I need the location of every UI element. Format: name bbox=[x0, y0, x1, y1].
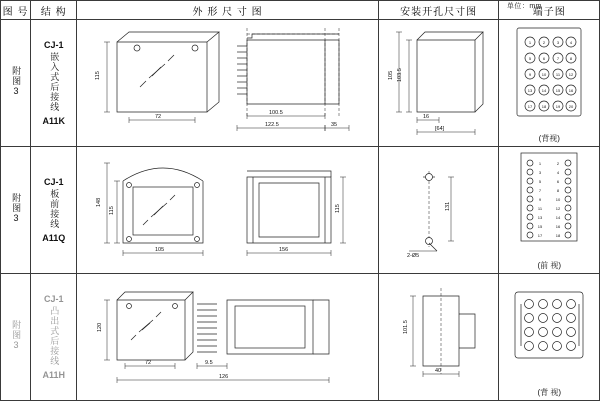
header-cell-terminal: 端子图 bbox=[499, 1, 600, 20]
row2-structure-code: A11Q bbox=[42, 233, 66, 243]
svg-text:103.5: 103.5 bbox=[396, 68, 403, 82]
svg-text:8: 8 bbox=[557, 188, 560, 193]
svg-text:115: 115 bbox=[335, 204, 342, 213]
header-cell-mounting: 安装开孔尺寸图 bbox=[378, 1, 499, 20]
svg-text:40: 40 bbox=[434, 368, 441, 374]
svg-text:12: 12 bbox=[556, 206, 561, 211]
row3-structure-code: A11H bbox=[42, 370, 65, 380]
row2-terminal-svg bbox=[499, 147, 599, 255]
svg-text:11: 11 bbox=[556, 72, 561, 77]
row1-terminal-caption: (背视) bbox=[538, 134, 560, 143]
svg-text:4: 4 bbox=[570, 40, 573, 45]
svg-text:9: 9 bbox=[539, 197, 542, 202]
svg-text:10: 10 bbox=[556, 197, 561, 202]
svg-text:3: 3 bbox=[539, 170, 542, 175]
row2-outline-drawing bbox=[77, 147, 379, 274]
row2-drawing-no bbox=[1, 147, 31, 274]
svg-text:105: 105 bbox=[387, 70, 394, 80]
table-row bbox=[1, 147, 600, 274]
row1-drawing-no-text: 附图3 bbox=[11, 66, 22, 97]
svg-text:15: 15 bbox=[556, 88, 561, 93]
svg-text:2-Ø5: 2-Ø5 bbox=[406, 253, 420, 259]
svg-text:16: 16 bbox=[556, 224, 561, 229]
svg-text:18: 18 bbox=[556, 233, 561, 238]
header-cell-drawing-no: 图 号 bbox=[1, 1, 31, 20]
row3-terminal-caption: (背 视) bbox=[537, 388, 561, 397]
row1-outline-svg bbox=[77, 20, 377, 145]
svg-text:15: 15 bbox=[538, 224, 543, 229]
row2-structure bbox=[31, 147, 77, 274]
svg-text:7: 7 bbox=[557, 56, 560, 61]
svg-text:156: 156 bbox=[279, 247, 289, 253]
row3-outline-svg bbox=[77, 274, 377, 399]
svg-text:6: 6 bbox=[557, 179, 560, 184]
svg-text:1: 1 bbox=[529, 40, 532, 45]
svg-text:131: 131 bbox=[444, 201, 451, 211]
row2-mounting-drawing bbox=[378, 147, 499, 274]
row1-structure bbox=[31, 20, 77, 147]
row3-structure bbox=[31, 274, 77, 401]
svg-text:72: 72 bbox=[145, 360, 152, 366]
row1-structure-code: A11K bbox=[42, 116, 65, 126]
svg-text:13: 13 bbox=[528, 88, 533, 93]
svg-text:4: 4 bbox=[557, 170, 560, 175]
svg-text:35: 35 bbox=[331, 122, 338, 128]
svg-text:11: 11 bbox=[538, 206, 543, 211]
svg-text:17: 17 bbox=[528, 104, 533, 109]
svg-text:14: 14 bbox=[542, 88, 547, 93]
header-cell-outline: 外 形 尺 寸 图 bbox=[77, 1, 379, 20]
row1-structure-desc: 嵌入式后接线 bbox=[49, 52, 60, 112]
svg-text:[64]: [64] bbox=[434, 126, 445, 132]
row3-mount-svg bbox=[379, 274, 499, 399]
svg-text:14: 14 bbox=[556, 215, 561, 220]
svg-text:12: 12 bbox=[569, 72, 574, 77]
svg-text:9: 9 bbox=[529, 72, 532, 77]
svg-text:120: 120 bbox=[97, 322, 104, 332]
svg-text:3: 3 bbox=[557, 40, 560, 45]
svg-text:5: 5 bbox=[539, 179, 542, 184]
row3-terminal-svg bbox=[499, 274, 599, 382]
svg-text:115: 115 bbox=[95, 71, 102, 80]
svg-text:13: 13 bbox=[538, 215, 543, 220]
svg-text:16: 16 bbox=[422, 114, 429, 120]
svg-text:2: 2 bbox=[543, 40, 546, 45]
svg-text:16: 16 bbox=[569, 88, 574, 93]
svg-text:20: 20 bbox=[569, 104, 574, 109]
row3-structure-desc: 凸出式后接线 bbox=[49, 306, 60, 366]
unit-note: 单位：mm bbox=[506, 3, 542, 10]
table-row bbox=[1, 274, 600, 401]
svg-text:5: 5 bbox=[529, 56, 532, 61]
svg-text:1: 1 bbox=[539, 161, 542, 166]
row2-terminal-diagram bbox=[499, 147, 600, 274]
row1-terminal-diagram bbox=[499, 20, 600, 147]
table-row bbox=[1, 20, 600, 147]
svg-text:8: 8 bbox=[570, 56, 573, 61]
row2-terminal-caption: (前 视) bbox=[537, 261, 561, 270]
svg-text:10: 10 bbox=[542, 72, 547, 77]
header-cell-structure: 结 构 bbox=[31, 1, 77, 20]
row3-drawing-no-text: 附图3 bbox=[11, 320, 22, 351]
svg-text:122.5: 122.5 bbox=[265, 122, 280, 128]
row3-outline-drawing bbox=[77, 274, 379, 401]
svg-text:9.5: 9.5 bbox=[205, 360, 214, 366]
row2-outline-svg bbox=[77, 147, 377, 272]
row3-drawing-no bbox=[1, 274, 31, 401]
row2-structure-model: CJ-1 bbox=[43, 177, 64, 187]
svg-text:105: 105 bbox=[155, 247, 165, 253]
svg-text:126: 126 bbox=[219, 374, 229, 380]
svg-text:7: 7 bbox=[539, 188, 542, 193]
row2-structure-desc: 板前接线 bbox=[49, 189, 60, 229]
svg-text:18: 18 bbox=[542, 104, 547, 109]
svg-text:101.5: 101.5 bbox=[402, 320, 409, 334]
row1-mount-svg bbox=[379, 20, 499, 145]
svg-text:6: 6 bbox=[543, 56, 546, 61]
svg-text:100.5: 100.5 bbox=[269, 110, 284, 116]
svg-text:17: 17 bbox=[538, 233, 543, 238]
svg-text:2: 2 bbox=[557, 161, 560, 166]
row3-structure-model: CJ-1 bbox=[43, 294, 64, 304]
svg-text:115: 115 bbox=[109, 206, 116, 215]
svg-text:19: 19 bbox=[556, 104, 561, 109]
row2-mount-svg bbox=[379, 147, 499, 272]
row1-drawing-no bbox=[1, 20, 31, 147]
row3-terminal-diagram bbox=[499, 274, 600, 401]
svg-text:148: 148 bbox=[96, 197, 103, 207]
row3-mounting-drawing bbox=[378, 274, 499, 401]
svg-text:72: 72 bbox=[155, 114, 162, 120]
row2-drawing-no-text: 附图3 bbox=[11, 193, 22, 224]
row1-structure-model: CJ-1 bbox=[43, 40, 64, 50]
row1-terminal-svg bbox=[499, 20, 599, 130]
row1-mounting-drawing bbox=[378, 20, 499, 147]
row1-outline-drawing bbox=[77, 20, 379, 147]
